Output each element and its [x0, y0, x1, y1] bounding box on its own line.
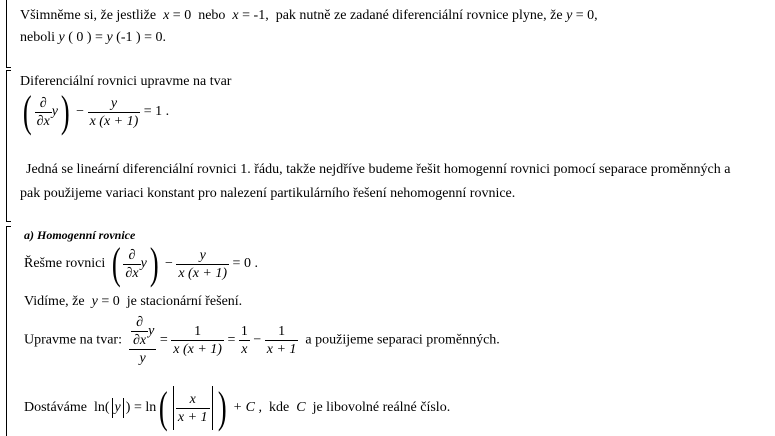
- section-bracket: [6, 70, 11, 222]
- section-linear-form: [6, 70, 771, 222]
- section-stationary-note: [6, 0, 766, 68]
- separated-fraction: $\frac{\partial}{\partial x}$ y y: [129, 314, 156, 367]
- coefficient-fraction: $\frac{y}{x (x + 1)}$: [178, 247, 228, 281]
- stationary-solution-line: Vidíme, že y = 0 je stacionární řešení.: [24, 294, 243, 309]
- equation-homogeneous: Řešme rovnici ( $\frac{\partial}{\partial x}$ y) − $\frac{y}{x (x + 1)}$ = 0 .: [24, 239, 258, 288]
- equation-result: Dostáváme ln( y ) = ln( $\frac{x}{x + 1}$ ) + C , kde C je libovolné reálné číslo.: [24, 383, 451, 432]
- equation-linear: ( $\frac{\partial}{\partial x}$ y) − $\frac{y}{x (x + 1)}$ = 1 .: [22, 87, 170, 136]
- section-homogeneous: [6, 226, 771, 436]
- equation-separation: Upravme na tvar: $\frac{\partial}{\partial x}$ y y = $\frac{1}{x (x + 1)}$ = $\frac{1}{x}$ − $\frac{1}{x + 1}$ a použijeme separaci proměnných.: [24, 315, 500, 366]
- derivative-fraction: $\frac{\partial}{\partial x}$: [36, 95, 50, 129]
- coefficient-fraction: $\frac{y}{x (x + 1)}$: [89, 95, 139, 129]
- text-line: neboli y ( 0 ) = y (-1 ) = 0.: [20, 30, 167, 45]
- section-bracket: [6, 0, 11, 68]
- paragraph-line: Jedná se lineární diferenciální rovnici 1. řádu, takže nejdříve budeme řešit homogenní rovnici pomocí separace proměnných a: [26, 162, 731, 177]
- paragraph-line: pak použijeme variaci konstant pro nalezení partikulárního řešení nehomogenní rovnice.: [20, 186, 516, 201]
- result-fraction: $\frac{x}{x + 1}$: [177, 391, 208, 425]
- fraction: $\frac{1}{x}$: [240, 324, 248, 357]
- fraction: $\frac{1}{x (x + 1)}$: [173, 324, 222, 357]
- text-line: Všimněme si, že jestliže x = 0 nebo x = -1, pak nutně ze zadané diferenciální rovnice plyne, že y = 0,: [20, 8, 598, 23]
- section-bracket: [6, 226, 11, 436]
- text-line: Diferenciální rovnici upravme na tvar: [20, 74, 232, 89]
- heading-homogeneous: a) Homogenní rovnice: [24, 228, 136, 242]
- derivative-fraction: $\frac{\partial}{\partial x}$: [125, 247, 139, 281]
- fraction: $\frac{1}{x + 1}$: [266, 324, 297, 357]
